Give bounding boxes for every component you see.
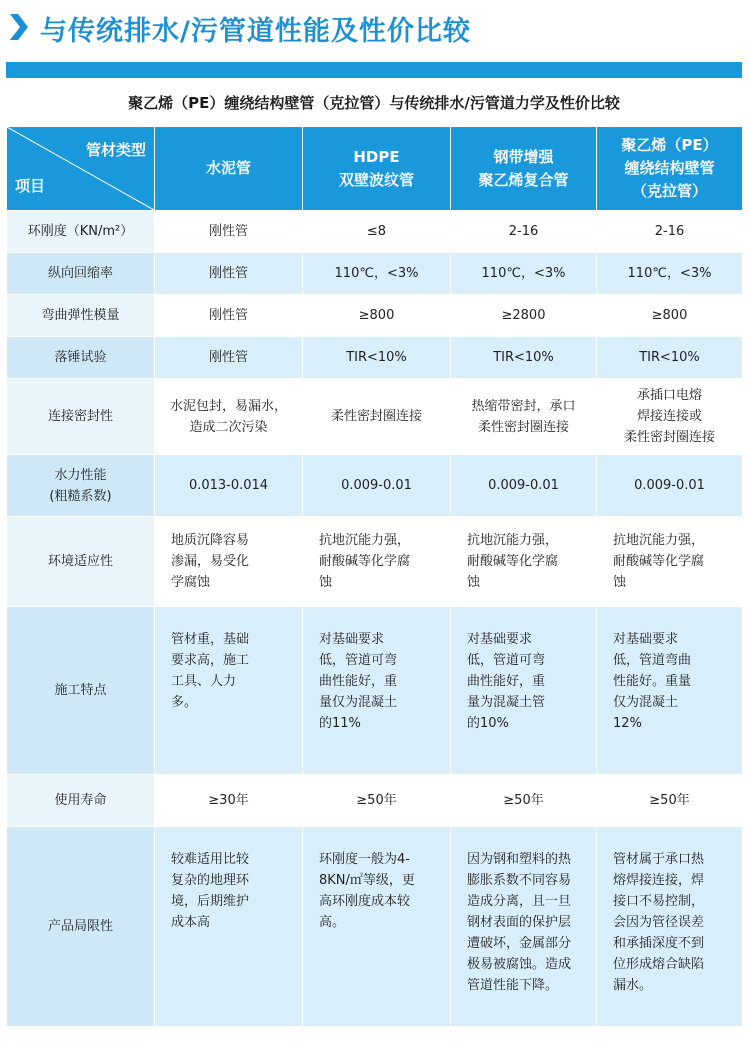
data-cell [597,455,743,517]
data-cell [597,253,743,295]
data-cell [597,295,743,337]
data-cell [597,607,743,775]
rows.7.c3-line: 对基础要求 [467,632,533,647]
data-cell [303,253,451,295]
rows.6.c2-line: 耐酸碱等化学腐 [319,554,411,569]
column-header-steel [451,127,597,211]
rows.1.c1-line: 刚性管 [208,266,248,281]
rows.3.label-line: 落锤试验 [54,350,107,365]
rows.4.c1-line: 水泥包封，易漏水， [169,398,287,414]
rows.4.c4-line: 柔性密封圈连接 [623,430,715,445]
corner-label-type: 管材类型 [85,141,146,159]
table-row [7,827,743,1027]
data-cell [155,455,303,517]
table-row [7,295,743,337]
data-cell [303,337,451,379]
rows.9.c4-line: 会因为管径误差 [613,915,705,930]
table-row [7,517,743,607]
row-label-cell [7,211,155,253]
data-cell [155,827,303,1027]
data-cell [451,337,597,379]
rows.1.label-line: 纵向回缩率 [47,266,113,281]
rows.9.c4-line: 位形成熔合缺陷 [613,957,705,972]
data-cell [155,211,303,253]
data-cell [303,295,451,337]
row-label-cell [7,379,155,455]
columns.col2-line: HDPE [353,147,400,166]
rows.7.c1-line: 要求高，施工 [171,653,250,668]
columns.col4-line: 聚乙烯（PE） [621,136,718,154]
rows.9.c1-line: 复杂的地理环 [171,873,250,888]
rows.9.c3-line: 极易被腐蚀。造成 [467,957,572,972]
page-header [0,0,750,52]
rows.5.c4-line: 0.009-0.01 [634,478,705,493]
rows.5.label-line: 水力性能 [54,467,107,483]
data-cell [451,455,597,517]
table-row [7,455,743,517]
data-cell [597,827,743,1027]
rows.8.c1-line: ≥30年 [208,793,249,808]
data-cell [303,211,451,253]
rows.3.c3-line: TIR<10% [493,350,554,365]
rows.1.c3-line: 110℃，<3% [481,266,566,281]
data-cell [451,379,597,455]
rows.6.c3-line: 耐酸碱等化学腐 [467,554,559,569]
columns.col2-line: 双壁波纹管 [338,170,414,189]
rows.7.c2-line: 曲性能好，重 [319,674,398,689]
rows.6.c3-line: 抗地沉能力强， [467,533,559,548]
rows.9.c3-line: 钢材表面的保护层 [467,915,572,930]
rows.9.c4-line: 熔焊接连接，焊 [613,873,705,888]
rows.8.c4-line: ≥50年 [649,793,690,808]
rows.0.c2-line: ≤8 [366,224,387,239]
table-header-row [7,127,743,211]
row-label-cell [7,337,155,379]
data-cell [303,379,451,455]
rows.0.label-line: 环刚度（KN/m²） [27,224,134,239]
rows.0.c3-line: 2-16 [508,224,539,239]
rows.2.c4-line: ≥800 [651,308,688,323]
rows.7.c2-line: 量仅为混凝土 [319,695,398,710]
rows.0.c4-line: 2-16 [654,224,685,239]
rows.8.label-line: 使用寿命 [54,793,107,808]
rows.7.c1-line: 管材重，基础 [171,632,250,647]
data-cell [155,295,303,337]
data-cell [155,379,303,455]
rows.7.c4-line: 低，管道弯曲 [613,653,692,668]
data-cell [155,775,303,827]
rows.9.c1-line: 成本高 [171,915,211,930]
chevron-right-icon [8,14,30,40]
rows.9.c2-line: 8KN/㎡等级，更 [319,873,415,888]
data-cell [597,337,743,379]
rows.5.c2-line: 0.009-0.01 [341,478,412,493]
rows.7.c3-line: 曲性能好，重 [467,674,546,689]
row-label-cell [7,295,155,337]
rows.9.c4-line: 管材属于承口热 [613,852,705,867]
rows.6.c1-line: 地质沉降容易 [171,533,250,548]
rows.6.c4-line: 耐酸碱等化学腐 [613,554,705,569]
data-cell [451,827,597,1027]
rows.2.c1-line: 刚性管 [208,308,248,323]
header-corner-cell [7,127,155,211]
column-header-pe-krah [597,127,743,211]
table-row [7,337,743,379]
table-row [7,775,743,827]
table-title: 聚乙烯（PE）缠绕结构壁管（克拉管）与传统排水/污管道力学及性价比较 [128,94,620,112]
table-row [7,211,743,253]
rows.3.c2-line: TIR<10% [346,350,407,365]
rows.4.c4-line: 承插口电熔 [636,388,702,403]
rows.6.c4-line: 蚀 [613,575,627,590]
data-cell [597,775,743,827]
column-header-cement: 水泥管 [155,127,303,211]
rows.4.c3-line: 柔性密封圈连接 [477,419,569,435]
rows.7.c4-line: 对基础要求 [613,632,679,647]
rows.9.c3-line: 遭破坏，金属部分 [467,936,572,951]
rows.9.label-line: 产品局限性 [47,919,113,934]
rows.5.label-line: (粗糙系数) [49,488,112,504]
rows.0.c1-line: 刚性管 [208,224,248,239]
corner-label-item: 项目 [15,177,46,195]
rows.7.c1-line: 多。 [171,695,198,710]
rows.7.c3-line: 量为混凝土管 [467,695,546,710]
rows.9.c3-line: 造成分离，且一旦 [467,894,572,909]
rows.7.c1-line: 工具、人力 [171,674,237,689]
rows.6.c1-line: 学腐蚀 [171,575,211,590]
comparison-table [6,126,743,1027]
rows.6.c4-line: 抗地沉能力强， [613,533,705,548]
rows.7.c4-line: 性能好。重量 [613,674,692,689]
rows.9.c1-line: 较难适用比较 [171,852,250,867]
rows.8.c2-line: ≥50年 [356,793,397,808]
row-label-cell [7,517,155,607]
rows.7.c2-line: 低，管道可弯 [319,653,398,668]
rows.9.c4-line: 和承插深度不到 [613,936,705,951]
rows.2.c2-line: ≥800 [358,308,395,323]
row-label-cell [7,455,155,517]
row-label-cell [7,775,155,827]
rows.9.c1-line: 境，后期维护 [171,894,250,909]
data-cell [451,253,597,295]
rows.7.c2-line: 对基础要求 [319,632,385,647]
rows.7.c2-line: 的11% [319,716,361,731]
rows.7.label-line: 施工特点 [54,683,107,698]
columns.col4-line: （克拉管） [631,182,707,200]
rows.4.c2-line: 柔性密封圈连接 [330,409,422,424]
table-row [7,607,743,775]
title-accent-bar [6,62,742,78]
rows.4.label-line: 连接密封性 [47,409,113,424]
data-cell [155,337,303,379]
rows.2.label-line: 弯曲弹性模量 [41,308,120,323]
rows.9.c4-line: 接口不易控制， [613,894,705,909]
rows.4.c1-line: 造成二次污染 [189,419,268,435]
rows.2.c3-line: ≥2800 [501,308,546,323]
data-cell [597,211,743,253]
data-cell [597,517,743,607]
rows.9.c2-line: 环刚度一般为4- [319,852,410,867]
columns.col3-line: 钢带增强 [493,147,554,166]
rows.3.c4-line: TIR<10% [639,350,700,365]
data-cell [451,607,597,775]
rows.9.c3-line: 管道性能下降。 [467,978,559,993]
rows.7.c3-line: 低，管道可弯 [467,653,546,668]
data-cell [303,775,451,827]
data-cell [597,379,743,455]
rows.4.c3-line: 热缩带密封，承口 [471,398,576,414]
rows.1.c4-line: 110℃，<3% [627,266,712,281]
columns.col3-line: 聚乙烯复合管 [478,170,569,189]
rows.5.c3-line: 0.009-0.01 [488,478,559,493]
rows.9.c3-line: 膨胀系数不同容易 [467,873,572,888]
data-cell [451,295,597,337]
rows.3.c1-line: 刚性管 [208,350,248,365]
table-row [7,379,743,455]
rows.9.c3-line: 因为钢和塑料的热 [467,852,572,867]
data-cell [451,211,597,253]
rows.4.c4-line: 焊接连接或 [636,409,702,424]
rows.9.c2-line: 高环刚度成本较 [319,894,411,909]
row-label-cell [7,827,155,1027]
rows.9.c2-line: 高。 [319,915,346,930]
rows.7.c4-line: 仅为混凝土 [613,695,679,710]
rows.8.c3-line: ≥50年 [503,793,544,808]
rows.6.c1-line: 渗漏，易受化 [171,554,250,569]
table-row [7,253,743,295]
page-title: 与传统排水/污管道性能及性价比较 [40,16,471,47]
rows.7.c4-line: 12% [613,716,642,731]
data-cell [303,455,451,517]
data-cell [303,607,451,775]
data-cell [451,775,597,827]
data-cell [155,253,303,295]
data-cell [303,517,451,607]
rows.6.c2-line: 抗地沉能力强， [319,533,411,548]
rows.6.label-line: 环境适应性 [47,554,113,569]
row-label-cell [7,607,155,775]
rows.7.c3-line: 的10% [467,716,509,731]
data-cell [155,607,303,775]
data-cell [155,517,303,607]
rows.6.c3-line: 蚀 [467,575,481,590]
data-cell [451,517,597,607]
rows.9.c4-line: 漏水。 [613,978,653,993]
rows.1.c2-line: 110℃，<3% [334,266,419,281]
columns.col4-line: 缠绕结构壁管 [624,159,715,177]
column-header-hdpe [303,127,451,211]
rows.6.c2-line: 蚀 [319,575,333,590]
rows.5.c1-line: 0.013-0.014 [188,478,269,493]
row-label-cell [7,253,155,295]
data-cell [303,827,451,1027]
